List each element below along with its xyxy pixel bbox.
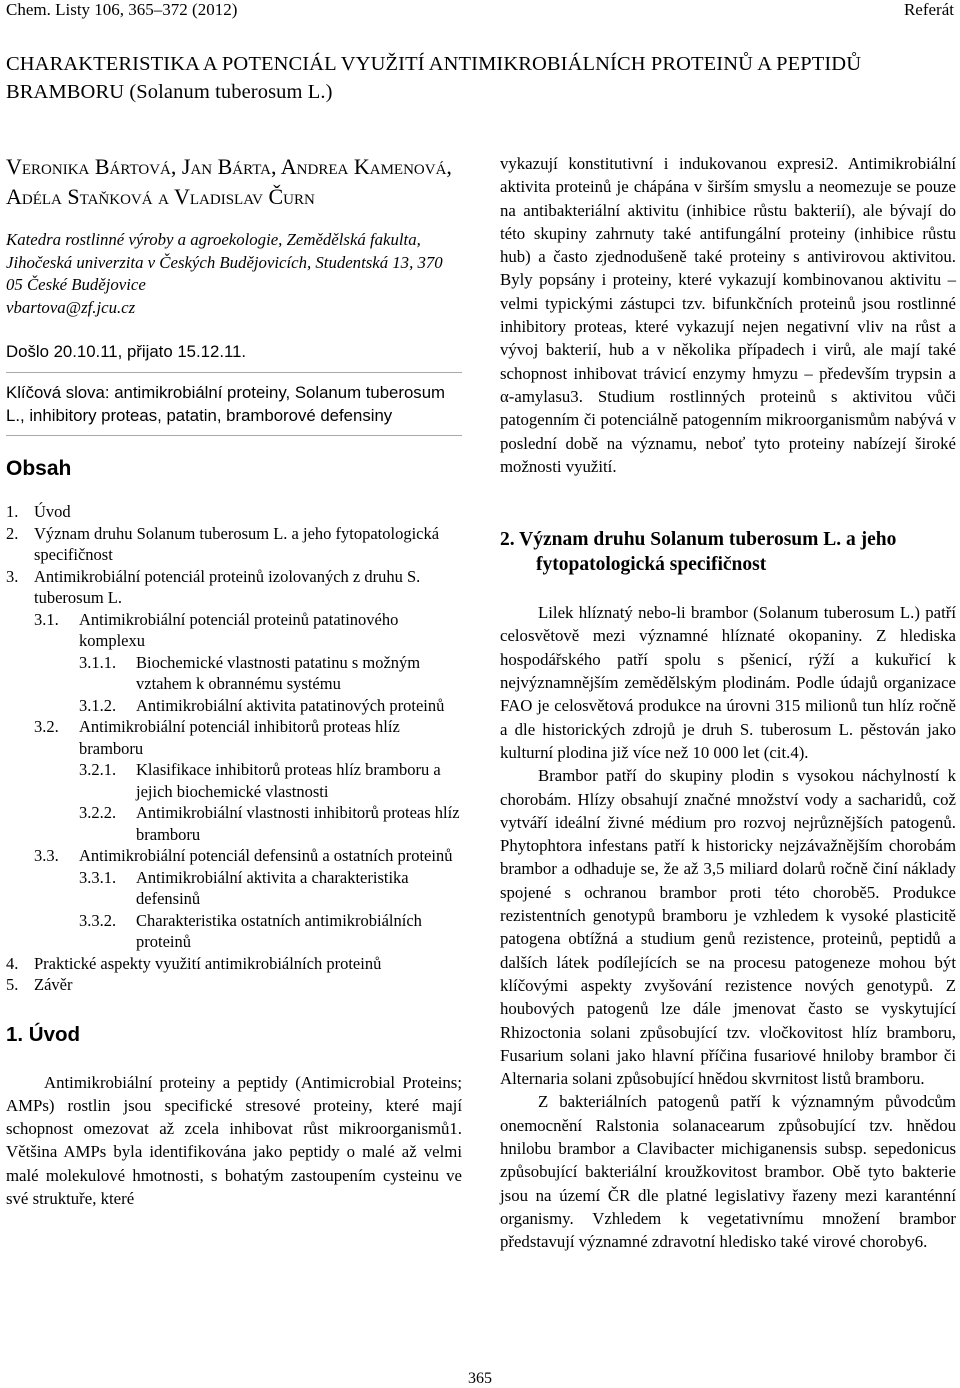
section-2-heading: 2. Význam druhu Solanum tuberosum L. a jeho fytopatologická specifičnost [500, 529, 897, 576]
toc-item: 1. Úvod [6, 502, 71, 521]
right-column [500, 152, 956, 1253]
section-1-heading: 1. Úvod [6, 1022, 81, 1046]
table-of-contents [6, 501, 462, 996]
toc-item: 3.2.2. Antimikrobiální vlastnosti inhibitorů proteas hlíz bramboru [79, 803, 460, 844]
toc-item: 3.3.2. Charakteristika ostatních antimikrobiálních proteinů [79, 910, 422, 951]
keywords: Klíčová slova: antimikrobiální proteiny, Solanum tuberosum L., inhibitory proteas, patatin, bramborové defensiny [6, 383, 446, 425]
running-header [6, 0, 954, 26]
toc-item: 4. Praktické aspekty využití antimikrobiálních proteinů [6, 953, 382, 973]
toc-item: 3.1. Antimikrobiální potenciál proteinů patatinového komplexu [34, 609, 399, 650]
affiliation: Katedra rostlinné výroby a agroekologie, Zemědělská fakulta, Jihočeská univerzita v Českých Budějovicích, Studentská 13, 370 05 České Budějovice [6, 230, 443, 294]
divider [6, 435, 462, 436]
toc-item: 3.2.1. Klasifikace inhibitorů proteas hlíz bramboru a jejich biochemické vlastnosti [79, 760, 441, 801]
section-1-paragraph: Antimikrobiální proteiny a peptidy (Antimicrobial Proteins; AMPs) rostlin jsou specifické stresové proteiny, které mají schopnost omezovat až zcela inhibovat růst mikroorganismů1. Většina AMPs byla identifikována jako peptidy o malé až velmi malé molekulové hmotnosti, s bohatým zastoupením cysteinu ve své struktuře, které [6, 1072, 462, 1208]
toc-item: 3.1.1. Biochemické vlastnosti patatinu s možným vztahem k obrannému systému [79, 652, 421, 693]
toc-item: 2. Význam druhu Solanum tuberosum L. a jeho fytopatologická specifičnost [6, 523, 440, 564]
divider [6, 372, 462, 373]
toc-item: 3.3.1. Antimikrobiální aktivita a charakteristika defensinů [79, 867, 409, 908]
journal-citation: Chem. Listy 106, 365–372 (2012) [6, 0, 238, 19]
toc-item: 5. Závěr [6, 975, 73, 994]
received-date: Došlo 20.10.11, přijato 15.12.11. [6, 342, 247, 361]
intro-continuation: vykazují konstitutivní i indukovanou expresi2. Antimikrobiální aktivita proteinů je chápána v širším smyslu a neomezuje se pouze na antibakteriální aktivitu (inhibice růstu bakterií), ale bývají do této skupiny zahrnuty také antifungální proteiny (inhibice růstu hub) a často zjednodušeně také proteiny s antivirovou aktivitou. Byly popsány i proteiny, které vykazují kombinovanou aktivitu – velmi typickými zástupci tzv. bifunkčních proteinů jsou rostlinné inhibitory proteas, které vykazují nejen negativní vliv na růst a vývoj bakterií, hub a v několika případech i virů, ale mají také schopnost inhibovat trávicí enzymy hmyzu – především trypsin a α-amylasu3. Studium rostlinných proteinů s aktivitou vůči patogenním či potenciálně patogenním mikroorganismům nabývá v poslední době na významu, neboť tyto proteiny nabízejí široké možnosti využití. [500, 154, 956, 476]
article-title: CHARAKTERISTIKA A POTENCIÁL VYUŽITÍ ANTIMIKROBIÁLNÍCH PROTEINŮ A PEPTIDŮ BRAMBORU (Solanum tuberosum L.) [6, 53, 862, 103]
section-2-paragraph-1: Lilek hlíznatý nebo-li brambor (Solanum tuberosum L.) patří celosvětově mezi významné hlíznaté okopaniny. Z hlediska hospodářského patří spolu s pšenicí, rýží a kukuřicí k nejvýznamnějším zemědělským plodinám. Podle údajů organizace FAO je celosvětová produkce na úrovni 315 milionů tun hlíz ročně a dle historických zdrojů je druh S. tuberosum L. pěstován jako kulturní plodina již více než 10 000 let (cit.4). [500, 603, 956, 762]
left-column [6, 152, 462, 1210]
toc-heading: Obsah [6, 457, 72, 480]
section-2-paragraph-2: Brambor patří do skupiny plodin s vysokou náchylností k chorobám. Hlízy obsahují značné množství vody a sacharidů, což vytváří ideální živné médium pro rozvoj nejrůznějších patogenů. Phytophtora infestans patří k historicky nejzávažnějším chorobám brambor a odhaduje se, že až 3,5 miliard dolarů ročně činí náklady spojené s ochranou brambor proti této chorobě5. Produkce rezistentních genotypů bramboru je vzhledem k vysoké plasticitě patogena obtížná a studium genů rezistence, proteinů, peptidů a dalších látek podílejících se na procesu patogeneze mohou být klíčovými aspekty zvyšování rezistence nových genotypů. Z houbových patogenů lze dále jmenovat často se vyskytující Rhizoctonia solani způsobující tzv. vločkovitost hlíz bramboru, Fusarium solani jako hlavní příčina fusariové hniloby brambor či Alternaria solani způsobující hnědou skvrnitost listů bramboru. [500, 766, 956, 1089]
toc-item: 3.3. Antimikrobiální potenciál defensinů a ostatních proteinů [34, 846, 453, 865]
article-type: Referát [903, 0, 954, 19]
page-number: 365 [468, 1370, 492, 1387]
toc-item: 3.1.2. Antimikrobiální aktivita patatinových proteinů [79, 695, 445, 715]
authors: Veronika Bártová, Jan Bárta, Andrea Kamenová, Adéla Staňková a Vladislav Čurn [6, 154, 452, 209]
toc-item: 3.2. Antimikrobiální potenciál inhibitorů proteas hlíz bramboru [34, 717, 400, 758]
email: vbartova@zf.jcu.cz [6, 297, 136, 317]
toc-item: 3. Antimikrobiální potenciál proteinů izolovaných z druhu S. tuberosum L. [6, 566, 421, 607]
section-2-paragraph-3: Z bakteriálních patogenů patří k významným původcům onemocnění Ralstonia solanacearum způsobující tzv. hnědou hnilobu brambor a Clavibacter michiganensis subsp. sepedonicus způsobující bakteriální kroužkovitost brambor. Obě tyto bakterie jsou na území ČR dle platné legislativy řazeny mezi karanténní organismy. Vzhledem k vegetativnímu množení brambor představují významné zdravotní hledisko také virové choroby6. [500, 1092, 956, 1252]
